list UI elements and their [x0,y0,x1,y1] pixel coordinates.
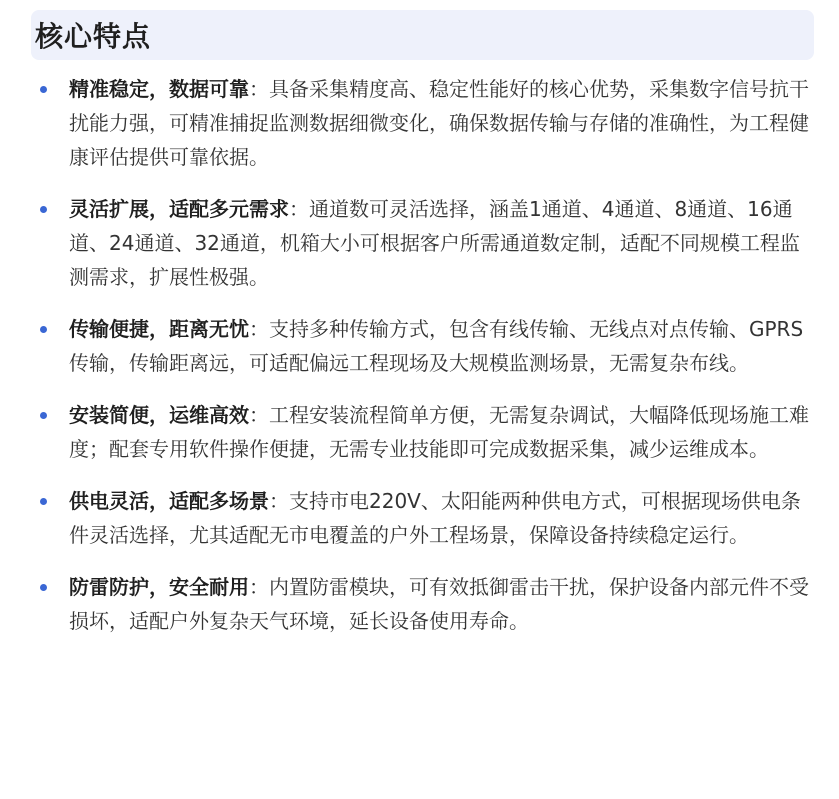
feature-item [0,312,839,380]
feature-item [0,570,839,638]
feature-description: 通道数可灵活选择，涵盖1通道、4通道、8通道、16通道、24通道、32通道，机箱大小可根据客户所需通道数定制，适配不同规模工程监测需求，扩展性极强。 [69,197,800,289]
bullet-dot-icon [40,498,47,505]
feature-description: 支持多种传输方式，包含有线传输、无线点对点传输、GPRS传输，传输距离远，可适配偏远工程现场及大规模监测场景，无需复杂布线。 [69,317,804,375]
bullet-dot-icon [40,584,47,591]
feature-item [0,398,839,466]
feature-title: 传输便捷，距离无忧 [69,317,249,341]
feature-item [0,192,839,294]
section-header [31,10,814,60]
feature-item [0,72,839,174]
feature-description: 内置防雷模块，可有效抵御雷击干扰，保护设备内部元件不受损坏，适配户外复杂天气环境，延长设备使用寿命。 [69,575,809,633]
feature-separator: ： [249,575,269,599]
feature-separator: ： [249,77,269,101]
feature-title: 精准稳定，数据可靠 [69,77,249,101]
feature-item [0,484,839,552]
feature-separator: ： [249,317,269,341]
feature-separator: ： [269,489,289,513]
feature-title: 灵活扩展，适配多元需求 [69,197,289,221]
feature-description: 工程安装流程简单方便，无需复杂调试，大幅降低现场施工难度；配套专用软件操作便捷，无需专业技能即可完成数据采集，减少运维成本。 [69,403,809,461]
bullet-dot-icon [40,86,47,93]
feature-description: 支持市电220V、太阳能两种供电方式，可根据现场供电条件灵活选择，尤其适配无市电覆盖的户外工程场景，保障设备持续稳定运行。 [69,489,801,547]
feature-title: 防雷防护，安全耐用 [69,575,249,599]
feature-description: 具备采集精度高、稳定性能好的核心优势，采集数字信号抗干扰能力强，可精准捕捉监测数据细微变化，确保数据传输与存储的准确性，为工程健康评估提供可靠依据。 [69,77,809,169]
bullet-dot-icon [40,412,47,419]
feature-list [0,72,839,656]
feature-title: 安装简便，运维高效 [69,403,249,427]
feature-separator: ： [289,197,309,221]
feature-separator: ： [249,403,269,427]
section-title: 核心特点 [35,20,152,53]
feature-title: 供电灵活，适配多场景 [69,489,269,513]
bullet-dot-icon [40,326,47,333]
bullet-dot-icon [40,206,47,213]
